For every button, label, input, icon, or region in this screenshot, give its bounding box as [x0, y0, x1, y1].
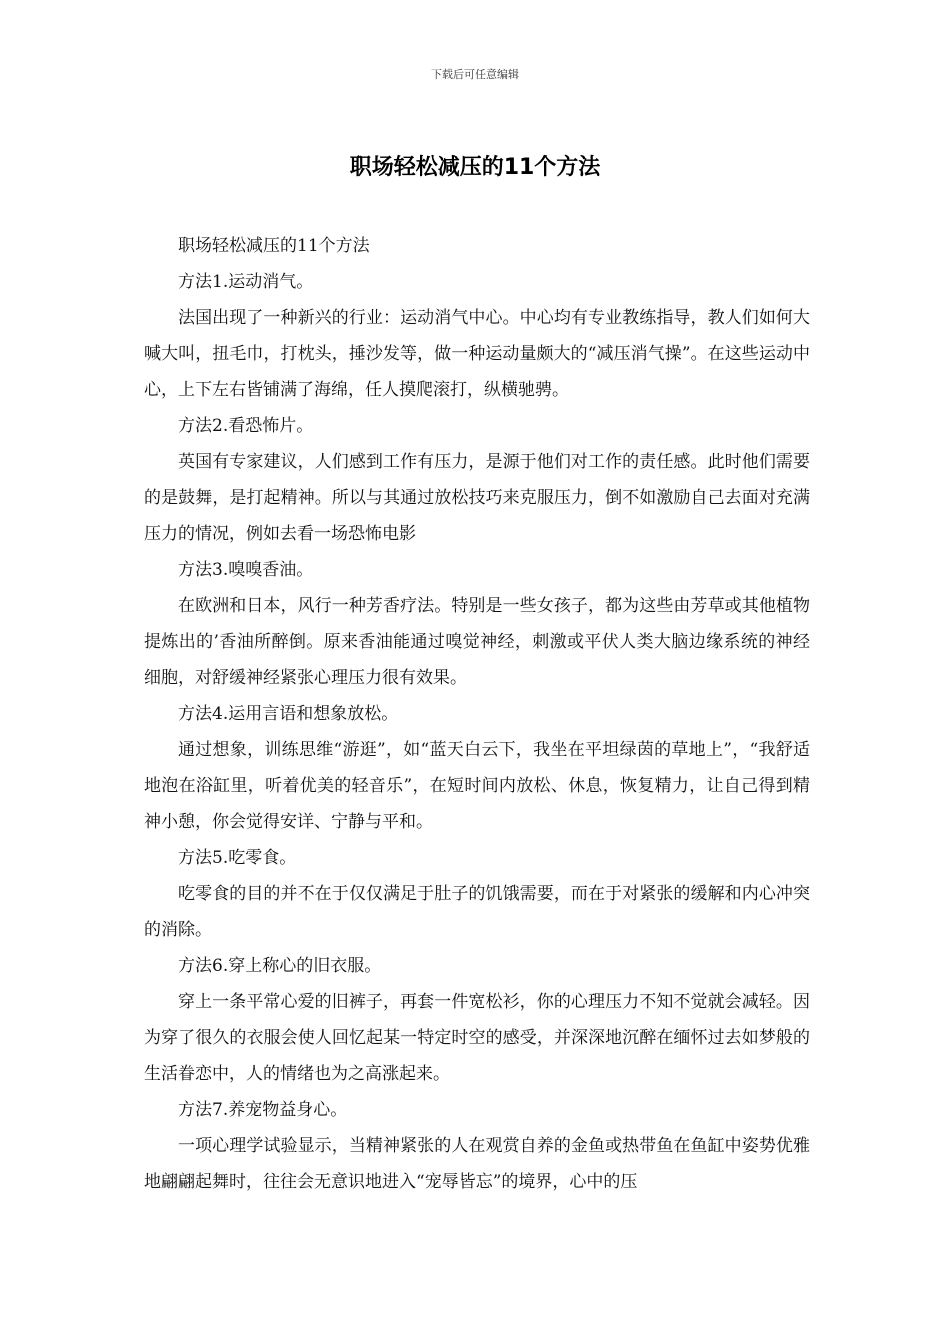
paragraph: 通过想象，训练思维“游逛”，如“蓝天白云下，我坐在平坦绿茵的草地上”，“我舒适地泡在浴缸里，听着优美的轻音乐”，在短时间内放松、休息，恢复精力，让自己得到精神小憩，你会觉得安详、宁静与平和。 [144, 740, 810, 832]
document-body [144, 228, 810, 1200]
paragraph: 法国出现了一种新兴的行业：运动消气中心。中心均有专业教练指导，教人们如何大喊大叫，扭毛巾，打枕头，捶沙发等，做一种运动量颇大的“减压消气操”。在这些运动中心，上下左右皆铺满了海绵，任人摸爬滚打，纵横驰骋。 [144, 308, 810, 400]
method-heading: 方法2.看恐怖片。 [178, 416, 314, 436]
method-heading: 方法1.运动消气。 [178, 272, 314, 292]
paragraph: 在欧洲和日本，风行一种芳香疗法。特别是一些女孩子，都为这些由芳草或其他植物提炼出的’香油所醉倒。原来香油能通过嗅觉神经，刺激或平伏人类大脑边缘系统的神经细胞，对舒缓神经紧张心理压力很有效果。 [144, 596, 810, 688]
paragraph: 职场轻松减压的11个方法 [178, 236, 370, 256]
header-note: 下载后可任意编辑 [431, 68, 519, 81]
method-heading: 方法7.养宠物益身心。 [178, 1100, 348, 1120]
paragraph: 穿上一条平常心爱的旧裤子，再套一件宽松衫，你的心理压力不知不觉就会减轻。因为穿了很久的衣服会使人回忆起某一特定时空的感受，并深深地沉醉在缅怀过去如梦般的生活眷恋中，人的情绪也为之高涨起来。 [144, 992, 810, 1084]
paragraph: 英国有专家建议，人们感到工作有压力，是源于他们对工作的责任感。此时他们需要的是鼓舞，是打起精神。所以与其通过放松技巧来克服压力，倒不如激励自己去面对充满压力的情况，例如去看一场恐怖电影 [144, 452, 810, 544]
document-title: 职场轻松减压的11个方法 [349, 155, 601, 180]
method-heading: 方法3.嗅嗅香油。 [178, 560, 314, 580]
paragraph: 一项心理学试验显示，当精神紧张的人在观赏自养的金鱼或热带鱼在鱼缸中姿势优雅地翩翩起舞时，往往会无意识地进入“宠辱皆忘”的境界，心中的压 [144, 1136, 810, 1192]
method-heading: 方法6.穿上称心的旧衣服。 [178, 956, 382, 976]
method-heading: 方法5.吃零食。 [178, 848, 297, 868]
method-heading: 方法4.运用言语和想象放松。 [178, 704, 399, 724]
paragraph: 吃零食的目的并不在于仅仅满足于肚子的饥饿需要，而在于对紧张的缓解和内心冲突的消除。 [144, 884, 810, 940]
